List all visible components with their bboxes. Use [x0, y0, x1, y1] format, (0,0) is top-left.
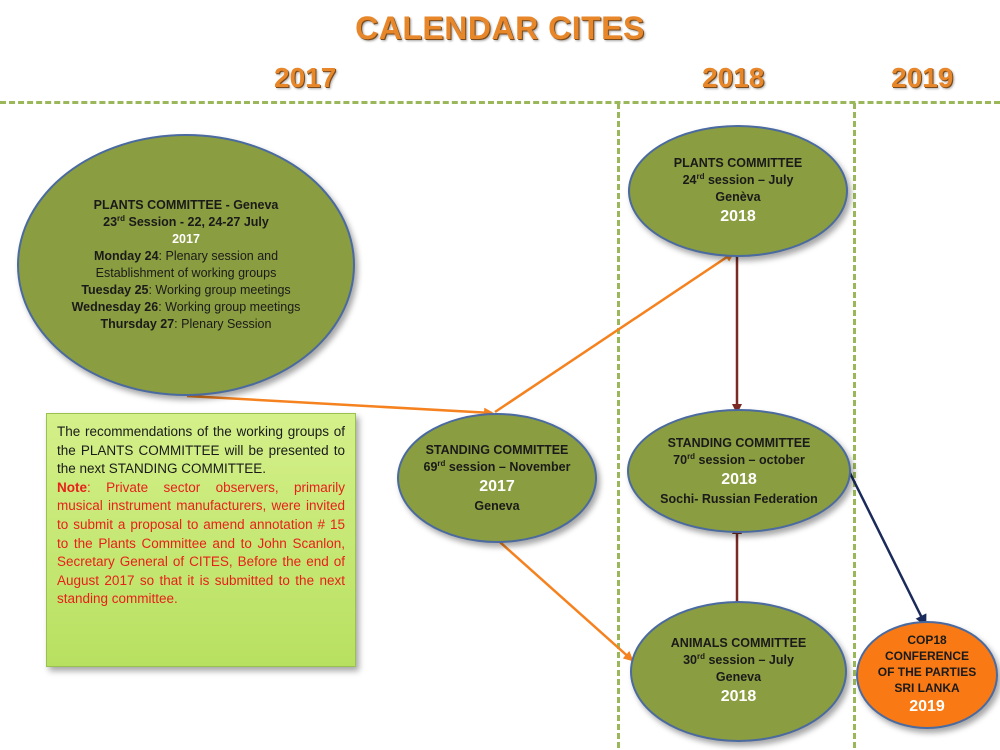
- pc2017-line: Monday 24: Plenary session and: [93, 249, 279, 263]
- node-standing-committee-2018: [627, 409, 851, 533]
- node-plants-committee-2018: [628, 125, 848, 257]
- node-cop18-2019: [856, 621, 998, 729]
- arrow-sc2018-to-cop: [846, 465, 925, 624]
- sc2018-year: 2018: [721, 470, 757, 488]
- ac2018-place: Geneva: [715, 670, 762, 684]
- note-red-text: Note: Private sector observers, primarily musical instrument manufacturers, were invited to submit a proposal to amend annotation # 15 to the Plants Committee and to John Scanlon, Secretary General of CITES, Before the end of August 2017 so that it is submitted to the next standing committee.: [57, 479, 345, 607]
- year-2017-label: 2017: [274, 62, 337, 93]
- year-2018-label: 2018: [702, 62, 765, 93]
- pc2017-line: Thursday 27: Plenary Session: [100, 317, 272, 331]
- note-text: The recommendations of the working groups of the PLANTS COMMITTEE will be presented to the next STANDING COMMITTEE.: [57, 424, 345, 477]
- node-plants-committee-2017: [17, 134, 355, 396]
- cop-line: COP18: [907, 633, 947, 647]
- sc2018-title: STANDING COMMITTEE: [667, 435, 811, 450]
- note-label: Note: [57, 479, 87, 495]
- pc2017-title: PLANTS COMMITTEE - Geneva: [93, 198, 279, 212]
- pc2018-title: PLANTS COMMITTEE: [673, 155, 803, 170]
- pc2018-place: Genèva: [715, 189, 761, 204]
- cop-line: CONFERENCE: [884, 649, 969, 663]
- cop-line: OF THE PARTIES: [877, 665, 977, 679]
- page-title: CALENDAR CITES: [355, 10, 645, 46]
- arrow-sc2017-to-ac2018: [492, 535, 632, 660]
- node-animals-committee-2018: [630, 601, 847, 742]
- sc2017-title: STANDING COMMITTEE: [425, 442, 569, 457]
- sc2017-session: 69rd session – November: [423, 458, 571, 474]
- arrow-sc2017-to-pc2018: [495, 253, 733, 412]
- note-box: [46, 413, 356, 667]
- arrow-pc2017-to-sc2017: [187, 396, 492, 413]
- pc2018-session: 24rd session – July: [682, 171, 794, 187]
- pc2018-year: 2018: [720, 207, 756, 225]
- cop-year: 2019: [909, 698, 945, 715]
- cop-line: SRI LANKA: [894, 681, 960, 695]
- sc2018-session: 70rd session – october: [673, 451, 805, 467]
- pc2017-line: Tuesday 25: Working group meetings: [81, 283, 291, 297]
- pc2017-session: 23rd Session - 22, 24-27 July: [103, 213, 269, 229]
- node-standing-committee-2017: [397, 413, 597, 543]
- ac2018-title: ANIMALS COMMITTEE: [670, 636, 807, 650]
- ac2018-session: 30rd session – July: [683, 651, 794, 667]
- pc2017-year: 2017: [172, 232, 200, 246]
- sc2017-year: 2017: [479, 477, 515, 495]
- ac2018-year: 2018: [720, 688, 757, 705]
- year-2019-label: 2019: [891, 62, 954, 93]
- pc2017-line: Wednesday 26: Working group meetings: [71, 300, 301, 314]
- sc2018-place: Sochi- Russian Federation: [660, 491, 818, 506]
- pc2017-line: Establishment of working groups: [95, 266, 277, 280]
- sc2017-place: Geneva: [474, 498, 520, 513]
